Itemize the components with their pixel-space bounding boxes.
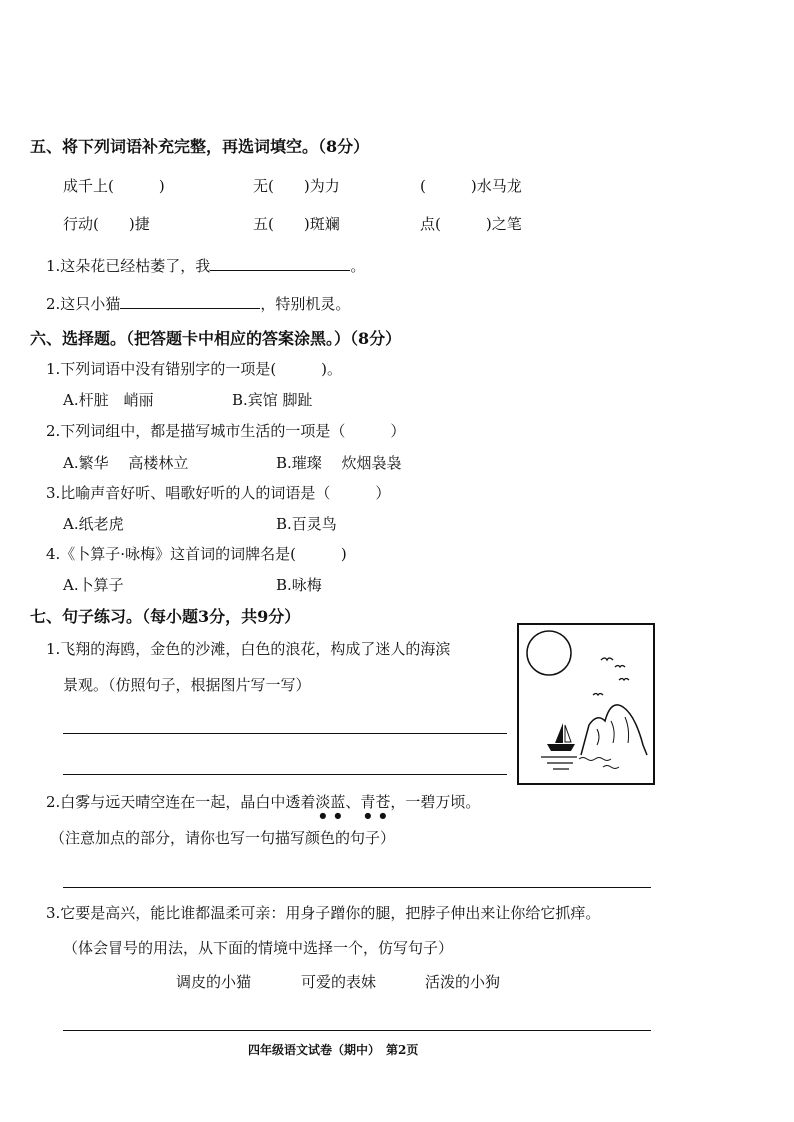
fill-word-3: ( )水马龙 — [420, 177, 522, 195]
sec6-q1-option-b: B.宾馆 脚趾 — [232, 391, 313, 409]
fill-word-1: 成千上( ) — [63, 177, 165, 195]
dotted-word-cyan-green: 青苍 — [360, 793, 391, 811]
sec6-question-4: 4.《卜算子·咏梅》这首词的词牌名是( ) — [46, 545, 347, 563]
section-6-title: 六、选择题。（把答题卡中相应的答案涂黑。）（8分） — [30, 329, 402, 348]
sec7-q2-hint: （注意加点的部分，请你也写一句描写颜色的句子） — [50, 829, 396, 847]
sec7-question-2 — [46, 791, 480, 820]
sec5-q1-end: 。 — [350, 257, 366, 275]
answer-line[interactable] — [63, 774, 507, 775]
sec7-q2-separator: 、 — [345, 793, 361, 811]
sec5-q1-text: 1.这朵花已经枯萎了，我 — [46, 257, 211, 275]
sec6-q1-option-a: A.杆脏 峭丽 — [63, 391, 154, 409]
sec6-q4-option-a: A.卜算子 — [63, 576, 124, 594]
scenario-option-1: 调皮的小猫 — [176, 973, 252, 991]
seaside-illustration — [519, 625, 653, 783]
sec5-q2-end: ，特别机灵。 — [260, 295, 351, 313]
sec7-question-3: 3.它要是高兴，能比谁都温柔可亲：用身子蹭你的腿，把脖子伸出来让你给它抓痒。 — [46, 904, 601, 922]
answer-blank[interactable] — [210, 256, 350, 271]
page-footer: 四年级语文试卷（期中） 第2页 — [248, 1043, 419, 1057]
sec6-q4-option-b: B.咏梅 — [276, 576, 322, 594]
answer-line[interactable] — [63, 1030, 651, 1031]
sec5-question-2 — [46, 293, 350, 314]
section-7-title: 七、句子练习。（每小题3分，共9分） — [30, 607, 301, 626]
sec6-question-1: 1.下列词语中没有错别字的一项是( )。 — [46, 360, 343, 378]
sec6-question-3: 3.比喻声音好听、唱歌好听的人的词语是（ ） — [46, 484, 391, 502]
sec6-question-2: 2.下列词组中，都是描写城市生活的一项是（ ） — [46, 422, 406, 440]
seaside-picture — [517, 623, 655, 785]
scenario-option-3: 活泼的小狗 — [425, 973, 501, 991]
sec6-q3-option-a: A.纸老虎 — [63, 515, 124, 533]
fill-word-4: 行动( )捷 — [63, 215, 150, 233]
answer-blank[interactable] — [120, 294, 260, 309]
sec6-q3-option-b: B.百灵鸟 — [276, 515, 337, 533]
section-5-title: 五、将下列词语补充完整，再选词填空。（8分） — [30, 137, 370, 156]
sec6-q2-option-a: A.繁华 高楼林立 — [63, 454, 189, 472]
answer-line[interactable] — [63, 733, 507, 734]
sec7-q1-line-2: 景观。（仿照句子，根据图片写一写） — [63, 676, 311, 694]
fill-word-6: 点( )之笔 — [420, 215, 522, 233]
sec7-q1-line-1: 1.飞翔的海鸥，金色的沙滩，白色的浪花，构成了迷人的海滨 — [46, 640, 451, 658]
fill-word-2: 无( )为力 — [253, 177, 340, 195]
dotted-word-light-blue: 淡蓝 — [315, 793, 346, 811]
answer-line[interactable] — [63, 887, 651, 888]
sec7-q2-text: 2.白雾与远天晴空连在一起，晶白中透着 — [46, 793, 316, 811]
sec7-q2-end: ，一碧万顷。 — [390, 793, 481, 811]
sec6-q2-option-b: B.璀璨 炊烟袅袅 — [276, 454, 402, 472]
sec7-q3-hint: （体会冒号的用法，从下面的情境中选择一个，仿写句子） — [63, 939, 454, 957]
scenario-option-2: 可爱的表妹 — [301, 973, 377, 991]
sec5-question-1 — [46, 255, 365, 276]
sec5-q2-text: 2.这只小猫 — [46, 295, 121, 313]
fill-word-5: 五( )斑斓 — [253, 215, 340, 233]
